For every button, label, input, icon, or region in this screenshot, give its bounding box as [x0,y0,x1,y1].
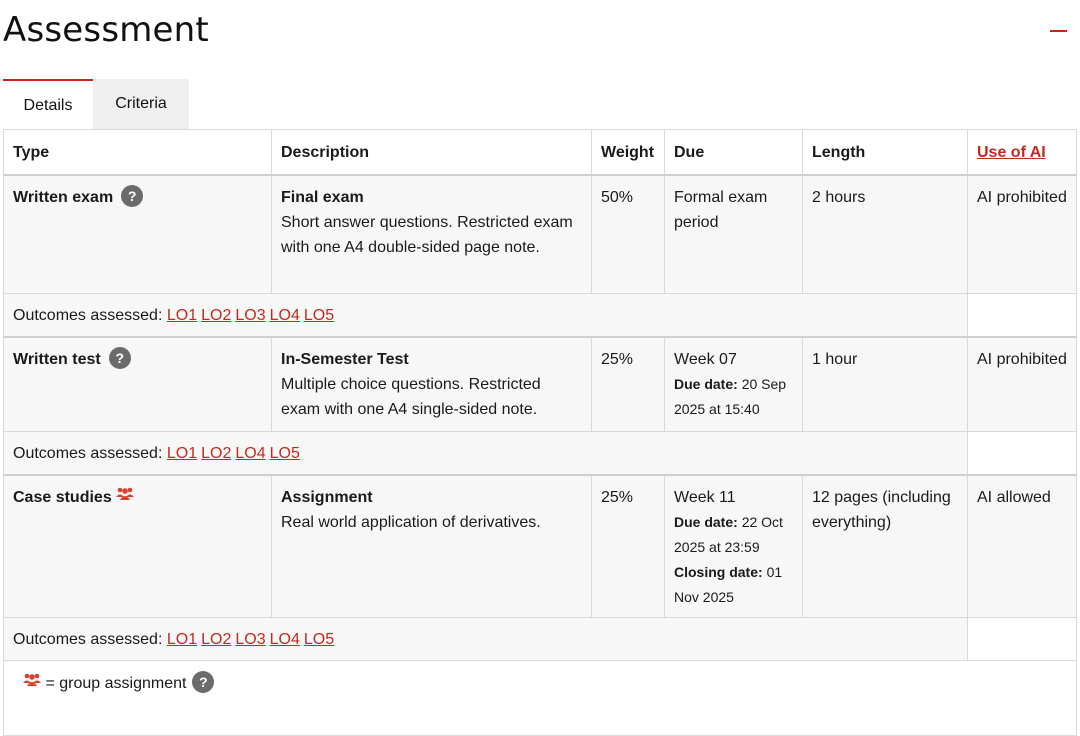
assessment-description: Real world application of derivatives. [281,514,541,531]
outcome-link-lo1[interactable]: LO1 [166,444,198,462]
column-header-type: Type [4,130,272,176]
outcomes-row [4,432,1077,476]
outcome-link-lo1[interactable]: LO1 [166,306,198,324]
group-icon [23,669,41,694]
outcome-link-lo1[interactable]: LO1 [166,630,198,648]
help-icon[interactable]: ? [109,347,131,369]
tab-details[interactable]: Details [3,79,93,129]
outcomes-label: Outcomes assessed: [13,630,163,648]
outcome-link-lo2[interactable]: LO2 [201,306,232,324]
outcomes-row [4,294,1077,338]
type-cell [4,475,272,618]
due-date-label: Due date: [674,376,738,392]
weight-cell: 50% [592,175,665,294]
legend-cell [4,661,1077,736]
type-cell [4,175,272,294]
ai-cell: AI prohibited [968,175,1077,294]
outcomes-cell [4,294,968,338]
assessment-title: Assignment [281,489,373,506]
due-week: Week 11 [674,489,736,506]
outcomes-cell [4,432,968,476]
column-header-due: Due [665,130,803,176]
outcomes-row [4,618,1077,661]
outcome-link-lo4[interactable]: LO4 [269,630,300,648]
assessment-type: Case studies [13,489,112,506]
ai-cell: AI allowed [968,475,1077,618]
legend-text: = group assignment [45,675,187,692]
outcome-link-lo5[interactable]: LO5 [303,630,335,648]
outcome-link-lo3[interactable]: LO3 [235,306,266,324]
column-header-length: Length [803,130,968,176]
outcome-link-lo5[interactable]: LO5 [303,306,335,324]
due-cell [665,337,803,432]
length-cell: 1 hour [803,337,968,432]
assessment-type: Written exam [13,189,114,206]
empty-cell [968,618,1077,661]
ai-cell: AI prohibited [968,337,1077,432]
collapse-button[interactable] [1050,30,1067,32]
due-cell: Formal exam period [665,175,803,294]
due-cell [665,475,803,618]
column-header-description: Description [272,130,592,176]
table-header-row [4,130,1077,176]
description-cell [272,337,592,432]
description-cell [272,175,592,294]
outcome-link-lo2[interactable]: LO2 [201,444,232,462]
table-row [4,475,1077,618]
length-cell: 12 pages (including everything) [803,475,968,618]
due-date-label: Due date: [674,514,738,530]
weight-cell: 25% [592,475,665,618]
due-date: 22 Oct 2025 at 23:59 [674,514,783,555]
table-row [4,175,1077,294]
help-icon[interactable]: ? [121,185,143,207]
closing-date: 01 Nov 2025 [674,564,783,605]
outcomes-label: Outcomes assessed: [13,306,163,324]
tab-criteria[interactable]: Criteria [93,79,189,129]
description-cell [272,475,592,618]
assessment-title: In-Semester Test [281,351,409,368]
closing-date-label: Closing date: [674,564,763,580]
assessment-table [3,129,1077,736]
empty-cell [968,294,1077,338]
column-header-weight: Weight [592,130,665,176]
use-of-ai-link[interactable]: Use of AI [977,143,1046,161]
outcomes-cell [4,618,968,661]
outcome-link-lo3[interactable]: LO3 [235,630,266,648]
assessment-description: Multiple choice questions. Restricted exam with one A4 single-sided note. [281,376,541,418]
legend-row [4,661,1077,736]
table-row [4,337,1077,432]
assessment-type: Written test [13,351,101,368]
outcome-link-lo4[interactable]: LO4 [269,306,300,324]
outcome-link-lo4[interactable]: LO4 [235,444,266,462]
column-header-use-of-ai [968,130,1077,176]
length-cell: 2 hours [803,175,968,294]
assessment-title: Final exam [281,189,364,206]
assessment-description: Short answer questions. Restricted exam with one A4 double-sided page note. [281,214,573,256]
help-icon[interactable]: ? [192,671,214,693]
type-cell [4,337,272,432]
page-title: Assessment [3,10,209,50]
empty-cell [968,432,1077,476]
outcomes-label: Outcomes assessed: [13,444,163,462]
due-week: Week 07 [674,351,737,368]
outcome-link-lo5[interactable]: LO5 [269,444,300,462]
weight-cell: 25% [592,337,665,432]
group-icon [116,483,134,508]
outcome-link-lo2[interactable]: LO2 [201,630,232,648]
tab-bar [3,79,189,129]
due-date: 20 Sep 2025 at 15:40 [674,376,787,417]
